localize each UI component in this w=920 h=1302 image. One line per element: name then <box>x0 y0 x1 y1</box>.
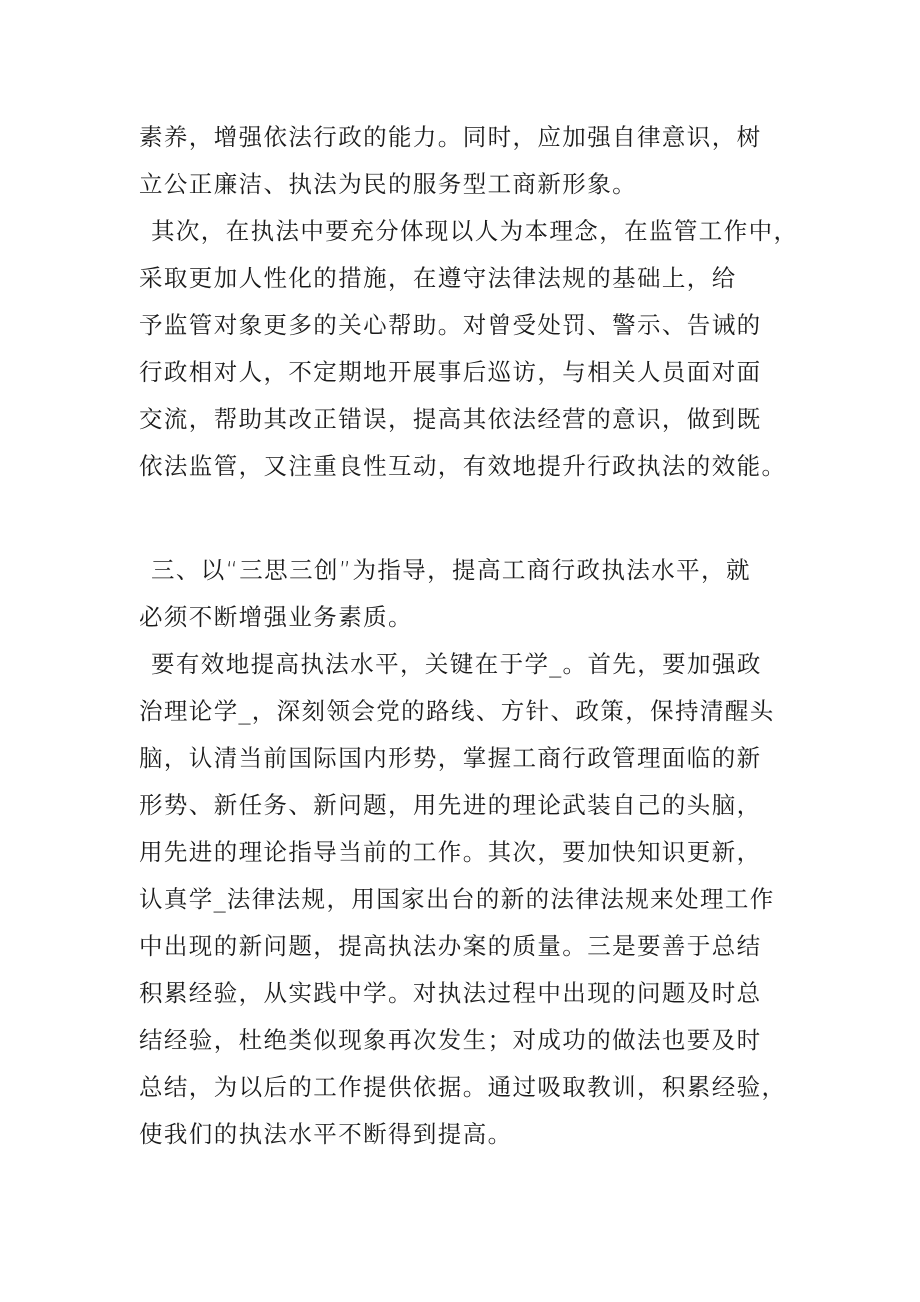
paragraph-line: 结经验，杜绝类似现象再次发生；对成功的做法也要及时 <box>139 1026 762 1054</box>
paragraph-line: 行政相对人，不定期地开展事后巡访，与相关人员面对面 <box>139 358 762 386</box>
paragraph-line: 积累经验，从实践中学。对执法过程中出现的问题及时总 <box>139 979 762 1007</box>
paragraph-line: 交流，帮助其改正错误，提高其依法经营的意识，做到既 <box>139 405 762 433</box>
paragraph-line: 采取更加人性化的措施，在遵守法律法规的基础上，给 <box>139 264 737 292</box>
paragraph-line: 认真学_法律法规，用国家出台的新的法律法规来处理工作 <box>139 885 775 913</box>
paragraph-line: 总结，为以后的工作提供依据。通过吸取教训，积累经验， <box>139 1073 787 1101</box>
paragraph-line: 予监管对象更多的关心帮助。对曾受处罚、警示、告诫的 <box>139 311 762 339</box>
paragraph-line: 中出现的新问题，提高执法办案的质量。三是要善于总结 <box>139 932 762 960</box>
paragraph-line: 用先进的理论指导当前的工作。其次，要加快知识更新， <box>139 838 762 866</box>
paragraph-line: 治理论学_，深刻领会党的路线、方针、政策，保持清醒头 <box>139 697 775 725</box>
paragraph-line: 依法监管，又注重良性互动，有效地提升行政执法的效能。 <box>139 452 787 480</box>
section-heading-line: 必须不断增强业务素质。 <box>139 603 413 631</box>
paragraph-line: 使我们的执法水平不断得到提高。 <box>139 1120 513 1148</box>
paragraph-line: 素养，增强依法行政的能力。同时，应加强自律意识，树 <box>139 123 762 151</box>
paragraph-line: 立公正廉洁、执法为民的服务型工商新形象。 <box>139 170 637 198</box>
paragraph-line: 脑，认清当前国际国内形势，掌握工商行政管理面临的新 <box>139 744 762 772</box>
paragraph-line: 形势、新任务、新问题，用先进的理论武装自己的头脑， <box>139 791 762 819</box>
paragraph-line: 其次，在执法中要充分体现以人为本理念，在监管工作中， <box>151 217 799 245</box>
paragraph-line: 要有效地提高执法水平，关键在于学_。首先，要加强政 <box>151 650 762 678</box>
section-heading-line: 三、以“三思三创”为指导，提高工商行政执法水平，就 <box>151 556 751 584</box>
